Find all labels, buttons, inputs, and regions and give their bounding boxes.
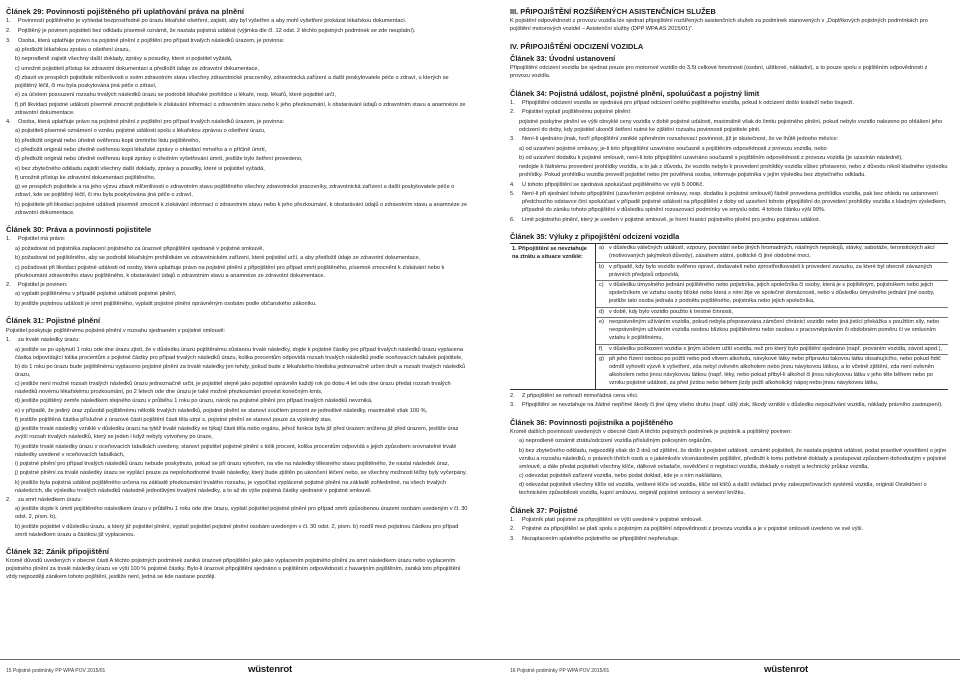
sub-item: e) za účelem posouzení rozsahu trvalých následků úrazu se podrobit lékařské prohlídce u lékaře, resp. lékařů, které pojistitel určí, <box>15 92 336 99</box>
table-row: d) v době, kdy bylo vozidlo použito k trestné činnosti, <box>596 308 948 319</box>
list-item: 1. Připojištění odcizení vozidla se sjednává pro případ odcizení celého pojištěného vozidla, pokud k odcizení došlo krádeží nebo loupeží. <box>510 99 855 106</box>
sub-item: a) vyplatit pojištěnému v případě pojistné události pojistné plnění, <box>15 291 177 298</box>
brand-logo: wüstenrot <box>764 664 809 675</box>
sub-item: b) jestliže pojistitel v důsledku úrazu, a který již pojistitel plnění, vyplatí pojistitel pojistné plnění osobám uvedeným v čl. 30 odst. 2, písm. b) rozdíl mezi pojistnou částkou pro případ smrti následkem úrazu a částkou již vyplacenou. <box>15 523 459 538</box>
sub-item: a) neprodleně oznámit ztrátu/odcizení vozidla příslušným policejním orgánům, <box>519 438 713 445</box>
list-item: 1. Pojistník platí pojistné za připojištění ve výši uvedené v pojistné smlouvě. <box>510 516 703 523</box>
table-row: c) v důsledku úmyslného jednání pojištěného nebo pojistníka, jejich společníka či osoby, která je s pojištěným, pojistníkem nebo jejich společníkem ve vztahu osoby blízké nebo která s nimi žije ve společné domácnosti, nebo v důsledku úmyslného jednání jiné osoby, jestliže tato osoba jednala z podnětu pojištěného, pojistníka nebo jejich společníka, <box>596 281 948 307</box>
section-4-title: IV. PŘIPOJIŠTĚNÍ ODCIZENÍ VOZIDLA <box>510 41 644 51</box>
sub-item: b) neprodleně zajistit všechny další doklady, zprávy a posudky, které si pojistitel vyžádá, <box>15 56 233 63</box>
left-column <box>6 4 472 654</box>
paragraph: Připojištění odcizení vozidla lze sjednat pouze pro motorové vozidlo do 3,5t celkové hmotnosti (osobní, užitkové, nákladní), a to pouze spolu s pojištěním odpovědnosti z provozu vozidla. <box>510 65 928 80</box>
sub-item: d) předložit originál nebo úředně ověřenou kopii zprávy o úředním vyšetřování úmrtí, jestliže bylo šetření provedeno, <box>15 156 303 163</box>
page-footer <box>480 655 960 683</box>
sub-item: b) do 1 roku po úrazu bude pojištěnému vyplaceno pojistné plnění za trvalé následky jen tehdy, pokud bude z lékařského hlediska jednoznačně určen druh a rozsah trvalých následků úrazu, <box>15 363 466 378</box>
sub-item: f) umožnit přístup ke zdravotní dokumentaci pojištěného, <box>15 175 156 182</box>
sub-item: c) jestliže není možné rozsah trvalých následků úrazu jednoznačně určit, je pojistitel stejně jako pojistitel oprávněn každý rok po dobu 4 let ode dne úrazu předat rozsah trvalých následků novému lékařskému prozkoumání, po 2 letech ode dne úrazu je také možné přezkoumání provést konečným kmis, <box>15 381 451 396</box>
list-item: 2. Pojistitel vyplatí pojištěnému pojistné plnění: <box>510 109 632 116</box>
list-item: 2. Pojistné za připojištění se platí spolu s pojistným za pojištění odpovědnosti z provozu vozidla a je v pojistné smlouvě uvedeno ve své výši. <box>510 526 864 533</box>
list-item: 4. U tohoto připojištění se sjednává spoluúčast pojištěného ve výši 5 000Kč. <box>510 181 704 188</box>
list-item: 3. Nezaplacením splatného pojistného se připojištění nepřerušuje. <box>510 535 680 542</box>
sub-paragraph: pojistné poskytne plnění ve výši obvyklé ceny vozidla v době pojistné události, maximálně však do limitu pojistného plnění, pokud nebylo vozidlo nalezeno po ohlášení jeho odcizení do doby, kdy pojistitel ukončil šetření nutné ke zjištění rozsahu povinnosti pojistitele plnit. <box>519 119 943 133</box>
article-37-title: Článek 37: Pojistné <box>510 505 578 515</box>
footer-text: 16 Pojistné podmínky PP WPA POV 2015/01 <box>510 668 610 674</box>
sub-item: e) v případě, že jediný úraz způsobil pojištěnému několik trvalých následků, pojistné plnění se stanoví součtem procent ze jednotlivé následky, maximálně však 100 %, <box>15 407 428 414</box>
footer-text: 15 Pojistné podmínky PP WPA POV 2015/01 <box>6 668 106 674</box>
sub-item: j) pojistné plnění za trvalé následky úrazu se vyplácí pouze za nepolohodnotné trvalé následky, který bude zjištěn po ukončení léčení nebo, se všechny možnosti léčby byly vyčerpány. <box>15 470 467 477</box>
table-row: e) neoprávněným užíváním vozidla, pokud nebyla přepravována zámčení chránicí vozidlo nebo jiná jistící překážka s použitím síly, nebo neoprávněným užíváním vozidla osobou blízkou pojištěnému nebo osobou v pracovněprávním či obdobném poměru či ve smluvním vztahu k pojištěnému, <box>596 318 948 344</box>
sub-item: b) od uzavření dodatku k pojistné smlouvě, není-li toto připojištění uzavíráno současně s pojištěním odpovědnosti z provozu vozidla (je uzavírán následně), <box>519 155 903 162</box>
brand-logo: wüstenrot <box>248 664 293 675</box>
sub-item: c) požadovat při likvidaci pojistné události od osoby, která uplatňuje právo na pojistné plnění z připojištění pro případ smrti pojištěného, písemné zmocnění k získávání nebo k přezkoumání zdravotního stavu pojištěného, k obstarávání údajů o zdravotním stavu a anamnéze ze zdravotní dokumentace. <box>15 264 445 279</box>
table-row: f) v důsledku poškození vozidla s jiným účelem užití vozidla, než pro který bylo pojištění sjednáno (např. prováním vozidla, závod apod.), <box>596 345 948 356</box>
table-row: g) při jeho řízení osobou po požití nebo pod vlivem alkoholu, návykové látky nebo přípravku takovou látku obsahujícího, nebo pokud řidič odmítl vyhovět výzvě k vyšetření, zda nebyl ovlivněn alkoholem nebo jinou návykovou látkou, a to včetně zjištění, zda není ovlivněn alkoholem nebo jinou návykovou látkou (např. léky, nebo pokud přibyl-li alkohol či jinou návykovou látku v jeho těle během nebo po vzniku pojistné události, za před jízdou nebo během jízdy požil alkoholický nápoj nebo jinou návykovou látku, <box>599 356 941 386</box>
section-3-title: III. PŘIPOJIŠTĚNÍ ROZŠÍŘENÝCH ASISTENČNÍCH SLUŽEB <box>510 7 716 16</box>
sub-item: b) požadovat od pojištěného, aby se podrobil lékařským prohlídkám ve zdravotnickém zařízení, které pojistitel určí, a aby předložil údaje ze zdravotní dokumentace, <box>15 255 421 262</box>
article-33-title: Článek 33: Úvodní ustanovení <box>510 53 616 63</box>
sub-item: d) zbavit ve prospěch pojistitele mlčenlivosti o svém zdravotním stavu všechny zdravotnické pracovníky, zdravotnická zařízení a další poskytovatele péče o zdraví, u kterých se pojištěný léčil, či mu byla poskytována jiná péče o zdraví, <box>15 75 449 89</box>
exclusion-table <box>510 243 948 389</box>
sub-item: f) při likvidaci pojistné události písemně zmocnit pojistitele k získávání informací o zdravotním stavu nebo k jeho přezkoumání, k obstarávání údajů o zdravotním stavu a anamnéze ze zdravotní dokumentace. <box>15 101 466 116</box>
sub-item: a) od uzavření pojistné smlouvy, je-li toto připojištění uzavíráno současně s pojištěním odpovědnosti z provozu vozidla, nebo <box>519 145 827 152</box>
article-32-title: Článek 32: Zánik připojištění <box>6 546 109 556</box>
sub-item: a) požadovat od pojistníka zaplacení pojistného za úrazové připojištění sjednané v pojistné smlouvě, <box>15 245 264 252</box>
right-page <box>480 0 960 683</box>
right-column <box>510 4 948 654</box>
article-35-title: Článek 35: Výluky z připojištění odcizení vozidla <box>510 232 680 242</box>
list-item: 5. Není-li při sjednání tohoto připojištění (uzavřením pojistné smlouvy, resp. dodatku k pojistné smlouvě) řádně provedena prohlídka vozidla, pak bez ohledu na ustanovení předchozího odstavce činí spoluúčast v případě pojistné události na připojištění z doby od uzavření tohoto připojištění do provedení prohlídky vozidla s kladným výsledkem, případně do zániku tohoto připojištění v důsledku splnění rozvazovací podmínky ve smyslu odst. 4 tohoto článku výši 99%. <box>510 191 947 214</box>
page-footer <box>0 655 480 683</box>
table-row: b) v případě, kdy bylo vozidlo svěřeno opraví, dodavateli nebo zprostředkovateli k provedení zavazku, za které byl obecně závazných právních předpisů odpovídá, <box>596 263 948 281</box>
table-row: a) v důsledku válečných událostí, vzpoury, povstání nebo jiných hromadných, násilných nepokojů, stávky, sabotáže, teroristických akcí (motivovaných jakýmikoli důvody), zásahem státní, politické či jiné obdobné moci, <box>596 244 948 262</box>
list-item: 1. za trvalé následky úrazu: <box>6 337 80 344</box>
sub-item: c) odevzdat pojistiteli zařízení vozidla, nebo podat doklad, kde je s ním nakládáno, <box>519 472 723 479</box>
exclusion-table-label: 1. Připojištění se nevztahuje na ztrátu a situace vzniklé: <box>510 244 596 388</box>
paragraph: Kromě důvodů uvedených v obecné části A těchto pojistných podmínek zaniká úrazové připojištění jako jako vyplacením pojistného plnění za smrt následkem úrazu nebo vyplacením pojistného plnění za trvalé následky úrazu ve výši 100 % pojistné částky. Bylo-li úrazové připojištění sjednáno s pojištěním odpovědnosti z havarijním pojištěním, zaniká toto připojištění vždy nejpozději zánikem tohoto pojištění, jestliže není, jedná se kde nastane později. <box>6 558 461 581</box>
paragraph: K pojistění odpovědnosti z provozu vozidla lze sjednat připojištění rozšířených asistenčních služeb za podmínek stanovených v „Doplňkových pojistných podmínkách pro pojištění motorových vozidel – Asistenční služby (DPP WPA AS 2015/01)“. <box>510 18 928 33</box>
sub-item: a) pojistiteli písemné oznámení o vzniku pojistné události spolu s lékařskou zprávou o ošetření úrazu, <box>15 128 266 135</box>
list-item: 4. Osoba, která uplatňuje právo na pojistné plnění z pojištění pro případ trvalých následků úrazem, je povinna: <box>6 118 285 125</box>
sub-item: g) ve prospěch pojistitele a na jeho výzvu zbavit mlčenlivosti o zdravotním stavu pojištěného všechny zdravotnické pracovníky, zdravotnická zařízení a další poskytovatele péče o zdraví, kde se pojištěný léčil, či mu byla poskytována jiná péče o zdraví, <box>15 184 455 199</box>
article-36-title: Článek 36: Povinnosti pojistníka a pojištěného <box>510 417 674 427</box>
sub-item: c) předložit originál nebo úředně ověřenou kopii lékařské zprávy o ohledání mrtvého a o příčině úmrtí, <box>15 147 267 154</box>
sub-item: c) umožnit pojistiteli přístup ke zdravotní dokumentaci a předložit údaje ze zdravotní dokumentace, <box>15 65 260 72</box>
article-31-title: Článek 31: Pojistné plnění <box>6 316 101 326</box>
article-29-title: Článek 29: Povinnosti pojištěného při uplatňování práva na plnění <box>6 7 244 16</box>
paragraph: Kromě dalších povinností uvedených v obecné části A těchto pojistných podmínek je pojistník a pojištěný povinen: <box>510 428 792 435</box>
paragraph: Pojistitel poskytuje pojištěnému pojistné plnění v rozsahu sjednaném v pojistné smlouvě: <box>6 327 226 334</box>
sub-item: g) jestliže trvalé následky vzniklé v důsledku úrazu na tytéž trvalé následky se týkají části těla nebo orgánu, jehož funkce byla již před úrazem snížena již před úrazem, jestliže úraz zvýší rozsah trvalých následků, který se jeden i když nebyly vytvořeny po úraze, <box>15 426 459 441</box>
sub-item: a) jestliže dojde k úmrtí pojištěného následkem úrazu v průběhu 1 roku ode dne úrazu, vyplatí pojistitel pojistné plnění pro případ smrti způsobenou úrazem osobám uvedeným v čl. 30 odst. 2, písm. b), <box>15 506 468 521</box>
footer-rule <box>480 659 960 660</box>
list-item: 3. Osoba, která uplatňuje právo na pojistné plnění z pojištění pro případ trvalých následků úrazem, je povinna: <box>6 37 285 44</box>
sub-item: b) bez zbytečného odkladu, nejpozději však do 3 dnů od zjištění, že došlo k pojistné události, oznámit pojistiteli, že nastala pojistná událost, podat pravdivé vysvětlení o jejím vzniku a rozsahu následků, o právech třetích osob a o jakémkoliv vícenásobném pojištění, předložit k tomu potřebné doklady a postupovat způsobem dohodnutým v pojistné smlouvě, a dále předat pojistiteli všechny klíče, dálkové ovladače, osvědčení o registraci vozidla, doklady o nabytí a technický průkaz vozidla, <box>519 447 947 470</box>
sub-item: f) jestliže pojištěná částka příslušné z úrazové části pojištění části těla utrpí s, pojistné plnění se stanoví pouze za výsledný stav, <box>15 417 332 424</box>
list-item: 2. za smrt následkem úrazu: <box>6 496 83 503</box>
sub-item: a) jestliže se po uplynutí 1 roku ode dne úrazu zjistí, že v důsledku úrazu pojištěnému zůstanou trvalé následky, dojde k pojistné částky pro případ trvalých následků úrazu vyplacena částka odpovídající tolika procentům z pojistné částky pro případ trvalých následků úrazu, kolika procentům odpovídá rozsah trvalých následků podle oceňovacích tabulek pojistitele, <box>15 346 463 361</box>
sub-item: d) jestliže pojištěný zemře následkem stejného úrazu v průběhu 1 roku po úrazu, nárok na pojistné plnění pro případ trvalých následků nevzniká, <box>15 398 373 405</box>
sub-item: b) předložit originál nebo úředně ověřenou kopii úmrtního listu pojištěného, <box>15 137 201 144</box>
sub-item: i) pojistné plnění pro případ trvalých následků úrazu nebude poskytnuto, pokud se při úrazu vytvořen, na vše na následky tělesného stavu pojištěného, že nastal následek úraz, <box>15 460 450 467</box>
list-item: 3. Připojištění se nevztahuje na žádné nepřímé škody či jiné újmy všeho druhu (např. ušlý zisk, škody vzniklé v důsledku nepoužívání vozidla, náklady právního zastoupení). <box>510 402 943 409</box>
sub-item: k) jestliže byla pojistná událost pojištěného určena na základě přezkoumání trvalého rozsahu, je vypočítat vyplácené pojistné plnění na základě zohledněné, na všech trvalých následcích, dle výsledku trvalých následků následně jednotlivými trvalými následky, a to až do výše pojistná částky sjednané v pojistné smlouvě. <box>15 479 446 494</box>
sub-item: h) jestliže trvalé následky úrazu v oceňovacích tabulkách uvedeny, stanoví pojistitel pojistné plnění s tolik procent, kolika procentům odpovídá s jejich způsobem srovnatelné trvalé následky uvedené v oceňovacích tabulkách, <box>15 443 457 458</box>
list-item: 2. Z připojištění se nehradí mimořádná cena věci. <box>510 392 639 399</box>
list-item: 2. Pojistitel je povinen: <box>6 281 68 288</box>
list-item: 1. Povinností pojištěného je vyhledat bezprostředně po úrazu lékařské ošetření, zajistit, aby byl vyšetřen a aby mohl vyšetření prokázat lékařskou dokumentací. <box>6 18 407 25</box>
exclusion-table-rows <box>596 244 948 388</box>
list-item: 1. Pojistitel má právo: <box>6 236 66 243</box>
sub-item: a) předložit lékařskou zprávu o ošetření úrazu, <box>15 47 131 54</box>
sub-item: h) pojistitele při likvidaci pojistné události písemně zmocnit k získávání informací o zdravotním stavu nebo k jeho přezkoumání, k obstarávání údajů o zdravotním stavu a anamnéze ze zdravotní dokumentace. <box>15 201 468 216</box>
article-34-title: Článek 34: Pojistná událost, pojistné plnění, spoluúčast a pojistný limit <box>510 88 760 98</box>
sub-item: e) bez zbytečného odkladu zajistit všechny další doklady, zprávy a posudky, které si pojistitel vyžádá, <box>15 165 265 172</box>
list-item: 3. Není-li ujednáno jinak, tvoří připojištění zaniklé spřeněním rozsahovací povinnost, jíž je skutečnost, že ve lhůtě jednoho měsíce: <box>510 136 839 143</box>
article-30-title: Článek 30: Práva a povinnosti pojistitele <box>6 224 152 234</box>
footer-rule <box>0 659 480 660</box>
sub-item: d) odevzdat pojistiteli všechny klíče od vozidla, veškeré klíče od vozidla, klíče od klíčů a další ovládací prvky zabezpečovacích systémů vozidla, originál Osvědčení o technickém způsobilosti vozidla, kupní smlouvu, originál pojistné smlouvy a servisní knížku. <box>519 482 927 497</box>
list-item: 6. Limit pojistného plnění, který je uveden v pojistné smlouvě, je horní hranicí pojistného plnění pro jednu pojistnou událost. <box>510 216 821 223</box>
list-item: 2. Pojištěný je povinen pojistiteli bez odkladu písemně oznámit, že nastala pojistná událost (výjimka dle čl. 12 odst. 2 těchto pojistných podmínek se zde neuplatní). <box>6 28 416 35</box>
sub-item: b) jestliže pojistnou událostí je smrt pojištěného, vyplatit pojistné plnění oprávněným osobám podle občanského zákoníku. <box>15 300 317 307</box>
sub-paragraph: nedojde k řádnému provedení prohlídky vozidla, a to jak z důvodu, že vozidlo nebylo k provedení prohlídky vozidla vůbec přistaveno, nebo z důvodu nikoli kladného výsledku prohlídky. Pokud prohlídku vozidla provedl pojistitel nebo jím pověřená osoba, informuje pojistníka v jejím výsledku bez zbytečného odkladu. <box>519 164 948 179</box>
